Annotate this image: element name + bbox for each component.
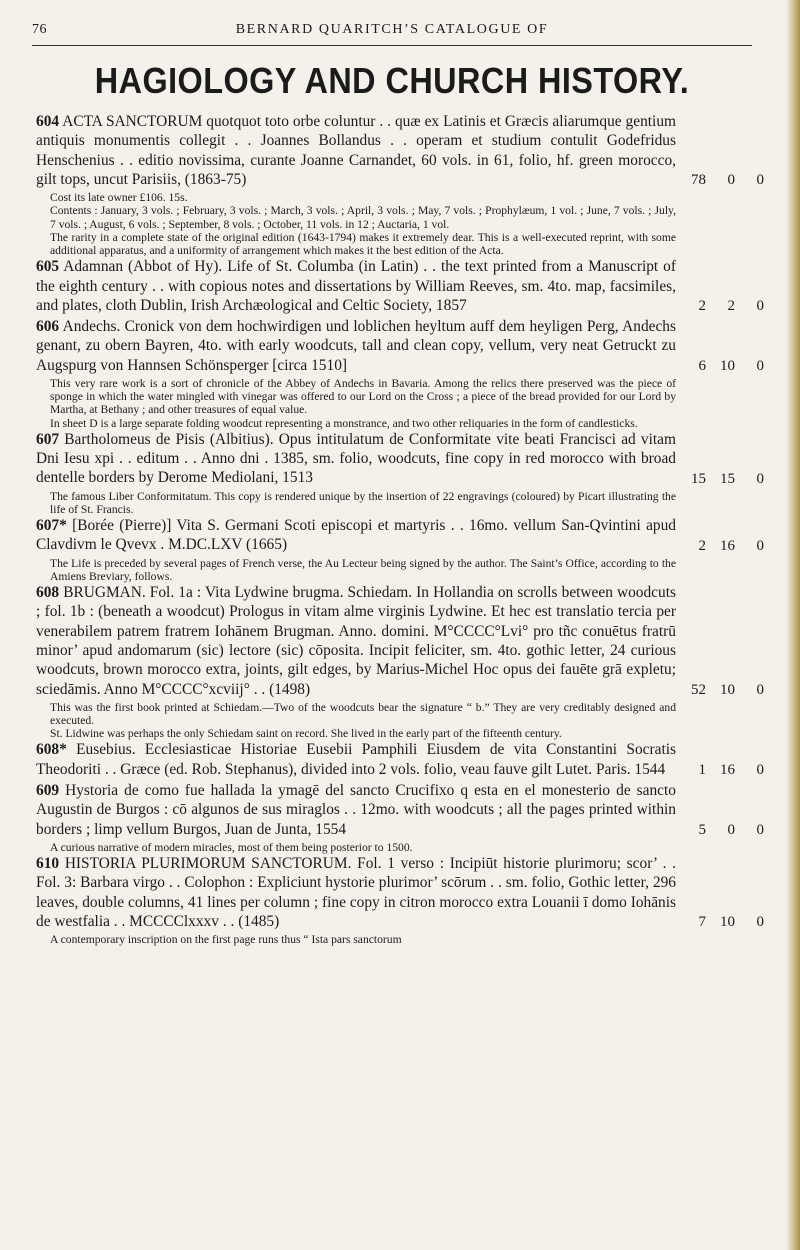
entry-note: A curious narrative of modern miracles, most of them being posterior to 1500. bbox=[50, 840, 413, 854]
price-pounds: 52 bbox=[691, 681, 706, 698]
entry-number: 606 bbox=[36, 318, 60, 336]
entry-note: This very rare work is a sort of chronicle of the Abbey of Andechs in Bavaria. Among the relics there preserved was the piece of sponge in which the water mingled with vinegar was offered to our Lord on the Cross ; a piece of the bread provided for our Lord by Martha, at Bethany ; and other treasures of equal value. bbox=[50, 376, 676, 417]
catalogue-entry bbox=[36, 583, 764, 699]
price-pence: 0 bbox=[756, 681, 764, 698]
catalogue-entry bbox=[36, 112, 764, 189]
price-pounds: 78 bbox=[691, 172, 706, 189]
price-pounds: 5 bbox=[698, 821, 706, 838]
price-pounds: 2 bbox=[698, 537, 706, 554]
entry-body bbox=[36, 740, 764, 779]
entry-text: [Borée (Pierre)] Vita S. Germani Scoti episcopi et martyris . . 16mo. vellum San-Qvintini apud Clavdivm le Qvevx . M.DC.LXV (1665) bbox=[36, 517, 676, 554]
price-pence: 0 bbox=[756, 470, 764, 487]
entry-price bbox=[680, 682, 764, 699]
entry-body bbox=[36, 112, 764, 189]
entry-note: Contents : January, 3 vols. ; February, 3 vols. ; March, 3 vols. ; April, 3 vols. ; May, 7 vols. ; Prophylæum, 1 vol. ; June, 7 vols. ; July, 7 vols. ; August, 6 vols. ; September, 8 vols. ; October, 11 vols. in 12 ; Auctaria, 1 vol. bbox=[50, 204, 676, 231]
entry-note: The Life is preceded by several pages of French verse, the Au Lecteur being signed by the author. The Saint’s Office, according to the Amiens Breviary, follows. bbox=[50, 556, 676, 583]
page-number: 76 bbox=[32, 22, 47, 37]
entry-body bbox=[36, 317, 764, 375]
price-pounds: 2 bbox=[698, 298, 706, 315]
entry-text: HISTORIA PLURIMORUM SANCTORUM. Fol. 1 verso : Incipiūt historie plurimoru; scor’ . . Fol. 3: Barbara virgo . . Colophon : Expliciunt hystorie plurimor’ scōrum . . sm. folio, Gothic letter, 296 leaves, double columns, 41 lines per column ; fine copy in citron morocco extra Louanii ī domo Iohānis de westfalia . . MCCCClxxxv . . (1485) bbox=[36, 855, 676, 931]
price-pounds: 15 bbox=[691, 470, 706, 487]
entry-body bbox=[36, 583, 764, 699]
entry-text: ACTA SANCTORUM quotquot toto orbe coluntur . . quæ ex Latinis et Græcis aliarumque gentium antiquis monumentis collegit . . Joannes Bollandus . . operam et studium contulit Godefridus Henschenius . . editio novissima, curante Joanne Carnandet, 60 vols. in 61, folio, hf. green morocco, gilt tops, uncut Parisiis, (1863-75) bbox=[36, 113, 677, 188]
page-edge bbox=[786, 0, 800, 1250]
entry-note: The famous Liber Conformitatum. This copy is rendered unique by the insertion of 22 engravings (coloured) by Picart illustrating the life of St. Francis. bbox=[50, 489, 676, 516]
price-shillings: 0 bbox=[727, 821, 735, 838]
entry-body bbox=[36, 430, 764, 488]
entry-number: 608* bbox=[36, 741, 67, 759]
entry-price bbox=[680, 298, 764, 315]
price-shillings: 0 bbox=[727, 172, 735, 189]
price-shillings: 16 bbox=[720, 762, 735, 779]
entry-price bbox=[680, 471, 764, 488]
price-shillings: 10 bbox=[720, 681, 735, 698]
entry-note: A contemporary inscription on the first page runs thus “ Ista pars sanctorum bbox=[50, 933, 402, 947]
entry-note: The rarity in a complete state of the original edition (1643-1794) makes it extremely dear. This is a well-executed reprint, with some additional apparatus, and a uniformity of arrangement which makes it the best edition of the Acta. bbox=[50, 230, 676, 257]
entry-text: BRUGMAN. Fol. 1a : Vita Lydwine brugma. Schiedam. In Hollandia on scrolls between woodcuts ; fol. 1b : (beneath a woodcut) Prologus in vitam alme virginis Lydwine. Et hec est translatio tercia per venerabilem patrem fratrem Iohānem Brugman. Anno. domini. M°CCCC°Lvi° pro tñc conuētus fratrū minor’ apud andomarum (sic) lectore (sic) cōposita. Incipit feliciter, sm. 4to. gothic letter, 24 curious woodcuts, brown morocco extra, joints, gilt edges, by Marius-Michel Hoc opus dei fauēte grā expletu; sciedāmis. Anno M°CCCC°xcviij° . . (1498) bbox=[36, 584, 676, 698]
entry-number: 609 bbox=[36, 782, 60, 800]
entry-note: Cost its late owner £106. 15s. bbox=[50, 191, 188, 205]
price-pounds: 1 bbox=[698, 762, 706, 779]
price-pence: 0 bbox=[756, 821, 764, 838]
entry-text: Eusebius. Ecclesiasticae Historiae Eusebii Pamphili Eiusdem de vita Constantini Socratis Theodoriti . . Græce (ed. Rob. Stephanus), divided into 2 vols. folio, veau fauve gilt Lutet. Paris. 1544 bbox=[36, 741, 677, 778]
price-pounds: 7 bbox=[698, 914, 706, 931]
entry-number: 607 bbox=[36, 430, 60, 448]
entry-text: Adamnan (Abbot of Hy). Life of St. Columba (in Latin) . . the text printed from a Manuscript of the eighth century . . with copious notes and dissertations by William Reeves, sm. 4to. map, facsimiles, and plates, cloth Dublin, Irish Archæological and Celtic Society, 1857 bbox=[36, 258, 677, 314]
entry-body bbox=[36, 257, 764, 315]
entry-price bbox=[680, 172, 764, 189]
price-pence: 0 bbox=[756, 537, 764, 554]
entry-price bbox=[680, 822, 764, 839]
entry-note: In sheet D is a large separate folding woodcut representing a monstrance, and two other reliquaries in the form of candlesticks. bbox=[50, 416, 638, 430]
entry-note: This was the first book printed at Schiedam.—Two of the woodcuts bear the signature “ b.” They are very creditably designed and executed. bbox=[50, 700, 676, 728]
entry-body bbox=[36, 516, 764, 555]
entry-number: 610 bbox=[36, 855, 60, 873]
section-title: HAGIOLOGY AND CHURCH HISTORY. bbox=[94, 60, 690, 101]
entry-price bbox=[680, 762, 764, 779]
entry-number: 605 bbox=[36, 258, 60, 276]
price-pence: 0 bbox=[756, 762, 764, 779]
price-shillings: 15 bbox=[720, 470, 735, 487]
price-pence: 0 bbox=[756, 298, 764, 315]
catalogue-entry bbox=[36, 317, 764, 375]
price-shillings: 10 bbox=[720, 357, 735, 374]
price-pence: 0 bbox=[756, 357, 764, 374]
header-rule bbox=[32, 45, 752, 46]
catalogue-entry bbox=[36, 430, 764, 488]
entry-text: Hystoria de como fue hallada la ymagē del sancto Crucifixo q esta en el monesterio de sancto Augustin de Burgos : cō algunos de sus miraglos . . 12mo. with woodcuts ; all the pages printed within borders ; limp vellum Burgos, Juan de Junta, 1554 bbox=[36, 782, 676, 838]
entry-price bbox=[680, 914, 764, 931]
price-pence: 0 bbox=[756, 914, 764, 931]
catalogue-entry bbox=[36, 516, 764, 555]
entry-body bbox=[36, 854, 764, 931]
entry-price bbox=[680, 358, 764, 375]
entry-price bbox=[680, 538, 764, 555]
running-title: BERNARD QUARITCH’S CATALOGUE OF bbox=[235, 22, 549, 37]
entries-list bbox=[36, 112, 764, 947]
entry-number: 607* bbox=[36, 517, 67, 535]
entry-note: St. Lidwine was perhaps the only Schiedam saint on record. She lived in the early part of the fifteenth century. bbox=[50, 727, 562, 741]
price-pounds: 6 bbox=[698, 357, 706, 374]
price-shillings: 10 bbox=[720, 914, 735, 931]
price-shillings: 2 bbox=[727, 298, 735, 315]
entry-body bbox=[36, 781, 764, 839]
catalogue-entry bbox=[36, 854, 764, 931]
catalogue-entry bbox=[36, 781, 764, 839]
catalogue-entry bbox=[36, 257, 764, 315]
entry-text: Bartholomeus de Pisis (Albitius). Opus intitulatum de Conformitate vite beati Francisci ad vitam Dni Iesu xpi . . editum . . Anno dni . 1385, sm. folio, woodcuts, fine copy in red morocco with broad dentelle borders by Derome Mediolani, 1513 bbox=[36, 430, 676, 487]
entry-text: Andechs. Cronick von dem hochwirdigen und loblichen heyltum auff dem heyligen Perg, Andechs genant, zu obern Bayren, 4to. with early woodcuts, tall and clean copy, vellum, very neat Getruckt zu Augspurg von Hannsen Schönsperger [circa 1510] bbox=[36, 318, 676, 374]
price-shillings: 16 bbox=[720, 537, 735, 554]
entry-number: 608 bbox=[36, 584, 60, 602]
entry-number: 604 bbox=[36, 113, 60, 130]
catalogue-entry bbox=[36, 740, 764, 779]
price-pence: 0 bbox=[756, 172, 764, 189]
